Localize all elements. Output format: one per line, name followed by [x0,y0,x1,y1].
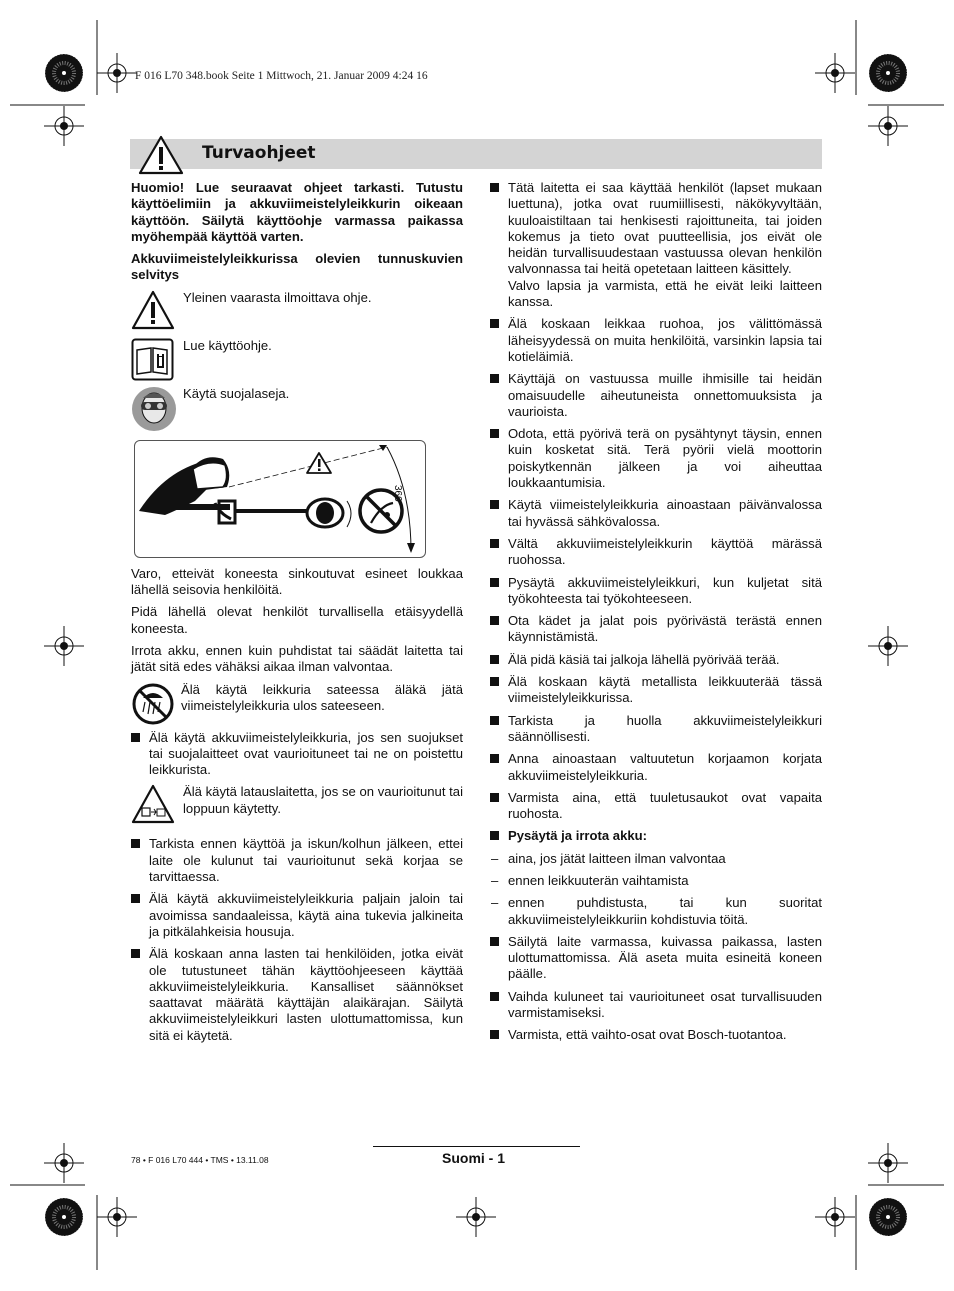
charger-warning-icon [131,784,175,824]
section-title: Turvaohjeet [202,143,316,163]
left-bullet-1: Älä käytä akkuviimeistelyleikkuria, jos sen suojukset tai suojalaitteet ovat vaurioituneet tai ne on poistettu leikkurista. [131,730,463,779]
left-bullet-3: Älä käytä akkuviimeistelyleikkuria paljain jaloin tai avoimissa sandaaleissa, käytä aina tukevia jalkineita ja pitkälahkeisia housuja. [131,891,463,940]
symbol-charger-text: Älä käytä latauslaitetta, jos se on vaurioitunut tai loppuun käytetty. [183,784,463,816]
right-bullet-6: Vältä akkuviimeistelyleikkurin käyttöä märässä ruohossa. [490,536,822,569]
left-paragraph-2: Pidä lähellä olevat henkilöt turvallisella etäisyydellä koneesta. [131,604,463,636]
right-bullet-10: Älä koskaan käytä metallista leikkuuterää tässä viimeistelyleikkurissa. [490,674,822,707]
right-bullet-9: Älä pidä käsiä tai jalkoja lähellä pyörivää terää. [490,652,822,668]
left-column [131,180,463,1050]
footer-code: 78 • F 016 L70 444 • TMS • 13.11.08 [131,1155,269,1165]
right-bullet-11: Tarkista ja huolla akkuviimeistelyleikkuri säännöllisesti. [490,713,822,746]
symbol-rain-text: Älä käytä leikkuria sateessa äläkä jätä viimeistelyleikkuria ulos sateeseen. [181,681,463,713]
warning-triangle-icon [131,290,175,330]
right-bullet-7: Pysäytä akkuviimeistelyleikkuri, kun kuljetat sitä työkohteesta tai työkohteeseen. [490,575,822,608]
right-bullet-15: Säilytä laite varmassa, kuivassa paikassa, lasten ulottumattomissa. Älä aseta muita esineitä koneen päälle. [490,934,822,983]
symbol-goggles [131,386,463,436]
right-bullet-4: Odota, että pyörivä terä on pysähtynyt täysin, ennen kuin kosketat sitä. Terä pyörii vielä moottorin poiskytkennän jälkeen ja voi aiheuttaa loukkaantumisia. [490,426,822,491]
symbol-general-warning [131,290,463,336]
footer-rule [373,1146,580,1147]
symbols-heading: Akkuviimeistelyleikkurissa olevien tunnuskuvien selvitys [131,251,463,283]
left-bullet-4: Älä koskaan anna lasten tai henkilöiden, jotka eivät ole tutustuneet tähän käyttöohjeeseen käyttää akkuviimeistelyleikkuria. Kansalliset säännökset saattavat määrätä käyttäjän alaikärajan. Säilytä akkuviimeistelyleikkuri lasten ulottumattomissa, kun sitä ei käytetä. [131,946,463,1044]
right-bullet-1-note: Valvo lapsia ja varmista, että he eivät leiki laitteen kanssa. [508,277,822,310]
right-bullet-17: Varmista, että vaihto-osat ovat Bosch-tuotantoa. [490,1027,822,1043]
left-bullet-2: Tarkista ennen käyttöä ja iskun/kolhun jälkeen, ettei laite ole kulunut tai vaurioitunut sekä korjaa se tarvittaessa. [131,836,463,885]
symbol-manual-text: Lue käyttöohje. [183,337,272,353]
section-header [130,139,822,169]
figure-angle-label: 360° [392,484,403,506]
symbol-general-text: Yleinen vaarasta ilmoittava ohje. [183,289,372,305]
right-bullet-1: Tätä laitetta ei saa käyttää henkilöt (lapset mukaan luettuna), jotka ovat ruumiillisesti, näkökyvyltään, kuuloaistiltaan tai henkisesti rajoittuneita, tai joiden kokemus ja tieto ovat puutteellisia, jos eivät ole heidän turvallisuudestaan vastuussa olevan henkilön valvonnassa tai heitä opetetaan laitteen käsittely. Valvo lapsia ja varmista, että he eivät leiki laitteen kanssa. [490,180,822,310]
right-bullet-8: Ota kädet ja jalat pois pyörivästä terästä ennen käynnistämistä. [490,613,822,646]
left-paragraph-3: Irrota akku, ennen kuin puhdistat tai säädät laitetta tai jätät sitä edes vähäksi aikaa ilman valvontaa. [131,642,463,675]
right-bullet-14: Pysäytä ja irrota akku: [490,828,822,844]
intro-text: Huomio! Lue seuraavat ohjeet tarkasti. Tutustu käyttöelimiin ja akkuviimeistelyleikkurin oikeaan käyttöön. Säilytä käyttöohje varmassa paikassa myöhempää käyttöä varten. [131,180,463,244]
right-column [490,180,822,1050]
trimmer-figure [134,440,426,558]
right-bullet-5: Käytä viimeistelyleikkuria ainoastaan päivänvalossa tai hyvässä sähkövalossa. [490,497,822,530]
right-bullet-2: Älä koskaan leikkaa ruohoa, jos välittömässä läheisyydessä on muita henkilöitä, varsinkin lapsia tai kotieläimiä. [490,316,822,365]
symbol-charger [131,784,463,834]
symbol-read-manual [131,338,463,384]
page-number: Suomi - 1 [442,1150,506,1166]
safety-goggles-icon [131,386,177,432]
print-info: F 016 L70 348.book Seite 1 Mittwoch, 21. Januar 2009 4:24 16 [135,70,428,82]
symbol-no-rain [131,682,463,728]
right-dash-3: – ennen puhdistusta, tai kun suoritat akkuviimeistelyleikkuriin kohdistuvia töitä. [491,895,822,927]
trimmer-illustration [135,441,425,557]
right-dash-1: – aina, jos jätät laitteen ilman valvontaa [491,850,726,866]
right-bullet-13: Varmista aina, että tuuletusaukot ovat vapaita ruohosta. [490,790,822,823]
no-rain-icon [131,682,175,726]
warning-icon [138,135,184,175]
left-paragraph-1: Varo, etteivät koneesta sinkoutuvat esineet loukkaa lähellä seisovia henkilöitä. [131,565,463,598]
right-dash-2: – ennen leikkuuterän vaihtamista [491,872,689,888]
manual-book-icon [131,338,175,382]
symbol-goggles-text: Käytä suojalaseja. [183,385,290,401]
right-bullet-16: Vaihda kuluneet tai vaurioituneet osat turvallisuuden varmistamiseksi. [490,989,822,1022]
right-bullet-3: Käyttäjä on vastuussa muille ihmisille tai heidän omaisuudelle aiheutuneista onnettomuuksista ja vaurioista. [490,371,822,420]
right-bullet-12: Anna ainoastaan valtuutetun korjaamon korjata akkuviimeistelyleikkuria. [490,751,822,784]
